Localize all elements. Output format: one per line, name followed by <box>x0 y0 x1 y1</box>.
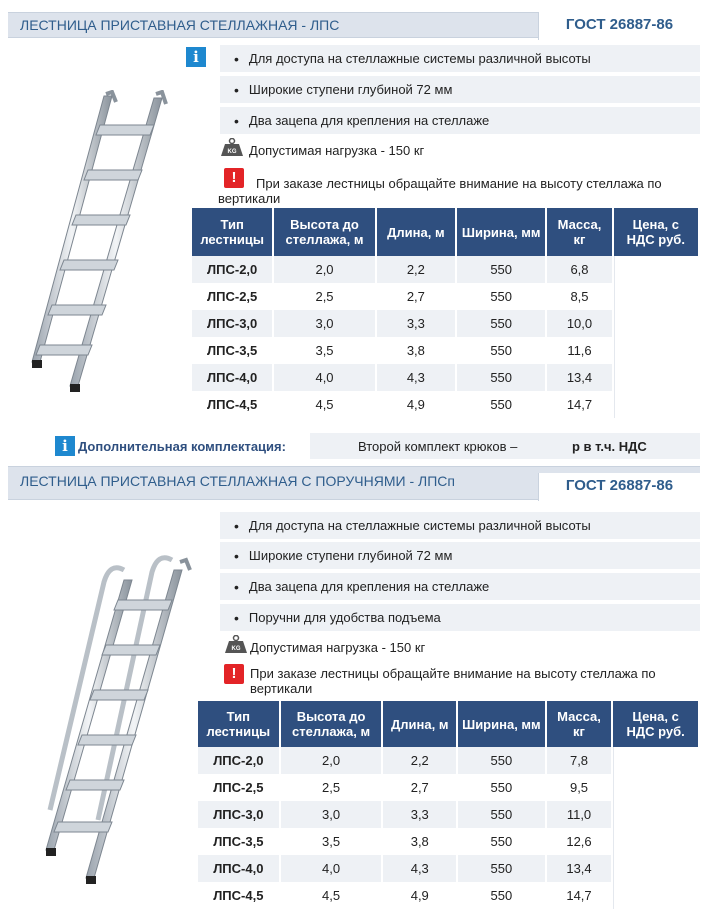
cell-height: 4,5 <box>274 391 374 418</box>
load-note: Допустимая нагрузка - 150 кг <box>249 143 425 158</box>
cell-mass: 9,5 <box>547 774 612 801</box>
cell-width: 550 <box>458 828 545 855</box>
cell-type: ЛПС-3,0 <box>192 310 272 337</box>
cell-type: ЛПС-4,0 <box>198 855 279 882</box>
warning-icon: ! <box>224 664 244 684</box>
cell-height: 4,5 <box>281 882 382 909</box>
section2-title: ЛЕСТНИЦА ПРИСТАВНАЯ СТЕЛЛАЖНАЯ С ПОРУЧНЯМИ - ЛПСп <box>20 473 455 489</box>
section2-gost: ГОСТ 26887-86 <box>538 473 700 501</box>
cell-type: ЛПС-4,5 <box>198 882 279 909</box>
table-row <box>192 364 698 391</box>
svg-text:KG: KG <box>227 149 237 155</box>
cell-price <box>614 337 698 364</box>
cell-price <box>613 801 698 828</box>
cell-length: 4,3 <box>383 855 456 882</box>
ladder-image <box>28 90 178 400</box>
feature-item: • Два зацепа для крепления на стеллаже <box>220 107 700 134</box>
cell-height: 2,0 <box>281 747 382 774</box>
table-row <box>192 337 698 364</box>
extra-price: р в т.ч. НДС <box>572 439 647 454</box>
cell-width: 550 <box>458 801 545 828</box>
cell-type: ЛПС-2,5 <box>192 283 272 310</box>
cell-mass: 13,4 <box>547 855 612 882</box>
cell-price <box>613 828 698 855</box>
cell-price <box>613 747 698 774</box>
feature-item: • Широкие ступени глубиной 72 мм <box>220 76 700 103</box>
cell-height: 4,0 <box>281 855 382 882</box>
cell-type: ЛПС-2,5 <box>198 774 279 801</box>
ladder-with-handrails-image <box>40 550 200 890</box>
feature-item: • Широкие ступени глубиной 72 мм <box>220 542 700 569</box>
cell-price <box>614 256 698 283</box>
table-row <box>198 747 698 774</box>
cell-height: 3,0 <box>281 801 382 828</box>
table-row <box>198 801 698 828</box>
cell-width: 550 <box>457 283 545 310</box>
spec-table <box>190 208 700 418</box>
cell-type: ЛПС-4,0 <box>192 364 272 391</box>
info-icon: i <box>55 436 75 456</box>
feature-item: • Для доступа на стеллажные системы различной высоты <box>220 45 700 72</box>
cell-mass: 13,4 <box>547 364 611 391</box>
table-row <box>192 391 698 418</box>
cell-length: 3,8 <box>383 828 456 855</box>
header-type: Тип лестницы <box>198 701 279 747</box>
cell-width: 550 <box>458 882 545 909</box>
cell-width: 550 <box>457 364 545 391</box>
section1-header <box>8 12 700 38</box>
cell-length: 4,9 <box>377 391 455 418</box>
header-price: Цена, с НДС руб. <box>613 701 698 747</box>
cell-mass: 12,6 <box>547 828 612 855</box>
cell-price <box>614 364 698 391</box>
table-row <box>198 855 698 882</box>
header-width: Ширина, мм <box>458 701 545 747</box>
cell-width: 550 <box>457 310 545 337</box>
cell-mass: 6,8 <box>547 256 611 283</box>
spec-table <box>196 701 700 909</box>
feature-item: • Поручни для удобства подъема <box>220 604 700 631</box>
feature-item: • Для доступа на стеллажные системы различной высоты <box>220 512 700 539</box>
cell-width: 550 <box>457 256 545 283</box>
cell-height: 3,0 <box>274 310 374 337</box>
warning-note: При заказе лестницы обращайте внимание на высоту стеллажа по вертикали <box>250 666 656 696</box>
header-height: Высота до стеллажа, м <box>281 701 382 747</box>
cell-mass: 10,0 <box>547 310 611 337</box>
cell-length: 4,9 <box>383 882 456 909</box>
table-row <box>198 828 698 855</box>
cell-type: ЛПС-3,5 <box>192 337 272 364</box>
cell-height: 3,5 <box>274 337 374 364</box>
header-width: Ширина, мм <box>457 208 545 256</box>
svg-text:KG: KG <box>231 646 241 652</box>
table-row <box>198 774 698 801</box>
cell-price <box>613 774 698 801</box>
table-row <box>192 256 698 283</box>
cell-length: 3,3 <box>377 310 455 337</box>
extra-label: Дополнительная комплектация: <box>78 439 286 454</box>
header-height: Высота до стеллажа, м <box>274 208 374 256</box>
section1-title: ЛЕСТНИЦА ПРИСТАВНАЯ СТЕЛЛАЖНАЯ - ЛПС <box>20 17 340 33</box>
cell-mass: 11,6 <box>547 337 611 364</box>
cell-price <box>614 283 698 310</box>
extra-item: Второй комплект крюков – <box>358 439 518 454</box>
header-price: Цена, с НДС руб. <box>614 208 698 256</box>
section1-gost: ГОСТ 26887-86 <box>538 12 700 40</box>
cell-type: ЛПС-2,0 <box>198 747 279 774</box>
table-row <box>198 882 698 909</box>
table-row <box>192 310 698 337</box>
warning-note: При заказе лестницы обращайте внимание на высоту стеллажа по вертикали <box>218 176 662 206</box>
cell-width: 550 <box>458 855 545 882</box>
cell-mass: 7,8 <box>547 747 612 774</box>
section2-header <box>8 466 700 500</box>
cell-price <box>613 882 698 909</box>
cell-width: 550 <box>457 337 545 364</box>
cell-price <box>614 310 698 337</box>
cell-height: 3,5 <box>281 828 382 855</box>
cell-length: 2,7 <box>383 774 456 801</box>
load-note: Допустимая нагрузка - 150 кг <box>250 640 426 655</box>
cell-mass: 14,7 <box>547 391 611 418</box>
cell-price <box>614 391 698 418</box>
cell-price <box>613 855 698 882</box>
cell-length: 2,2 <box>377 256 455 283</box>
warning-icon: ! <box>224 168 244 188</box>
cell-height: 4,0 <box>274 364 374 391</box>
cell-length: 3,3 <box>383 801 456 828</box>
weight-icon <box>220 138 244 156</box>
table-row <box>192 283 698 310</box>
feature-item: • Два зацепа для крепления на стеллаже <box>220 573 700 600</box>
weight-icon <box>224 635 248 653</box>
cell-width: 550 <box>458 774 545 801</box>
header-mass: Масса, кг <box>547 208 611 256</box>
cell-height: 2,5 <box>274 283 374 310</box>
extra-value <box>310 433 700 459</box>
info-icon: i <box>186 47 206 67</box>
header-length: Длина, м <box>377 208 455 256</box>
cell-type: ЛПС-3,0 <box>198 801 279 828</box>
cell-mass: 8,5 <box>547 283 611 310</box>
header-length: Длина, м <box>383 701 456 747</box>
cell-length: 3,8 <box>377 337 455 364</box>
cell-height: 2,5 <box>281 774 382 801</box>
cell-mass: 11,0 <box>547 801 612 828</box>
cell-width: 550 <box>457 391 545 418</box>
cell-width: 550 <box>458 747 545 774</box>
cell-length: 4,3 <box>377 364 455 391</box>
extra-equipment <box>45 433 700 459</box>
cell-length: 2,2 <box>383 747 456 774</box>
header-mass: Масса, кг <box>547 701 612 747</box>
cell-height: 2,0 <box>274 256 374 283</box>
cell-type: ЛПС-2,0 <box>192 256 272 283</box>
header-type: Тип лестницы <box>192 208 272 256</box>
cell-type: ЛПС-4,5 <box>192 391 272 418</box>
cell-type: ЛПС-3,5 <box>198 828 279 855</box>
cell-mass: 14,7 <box>547 882 612 909</box>
cell-length: 2,7 <box>377 283 455 310</box>
